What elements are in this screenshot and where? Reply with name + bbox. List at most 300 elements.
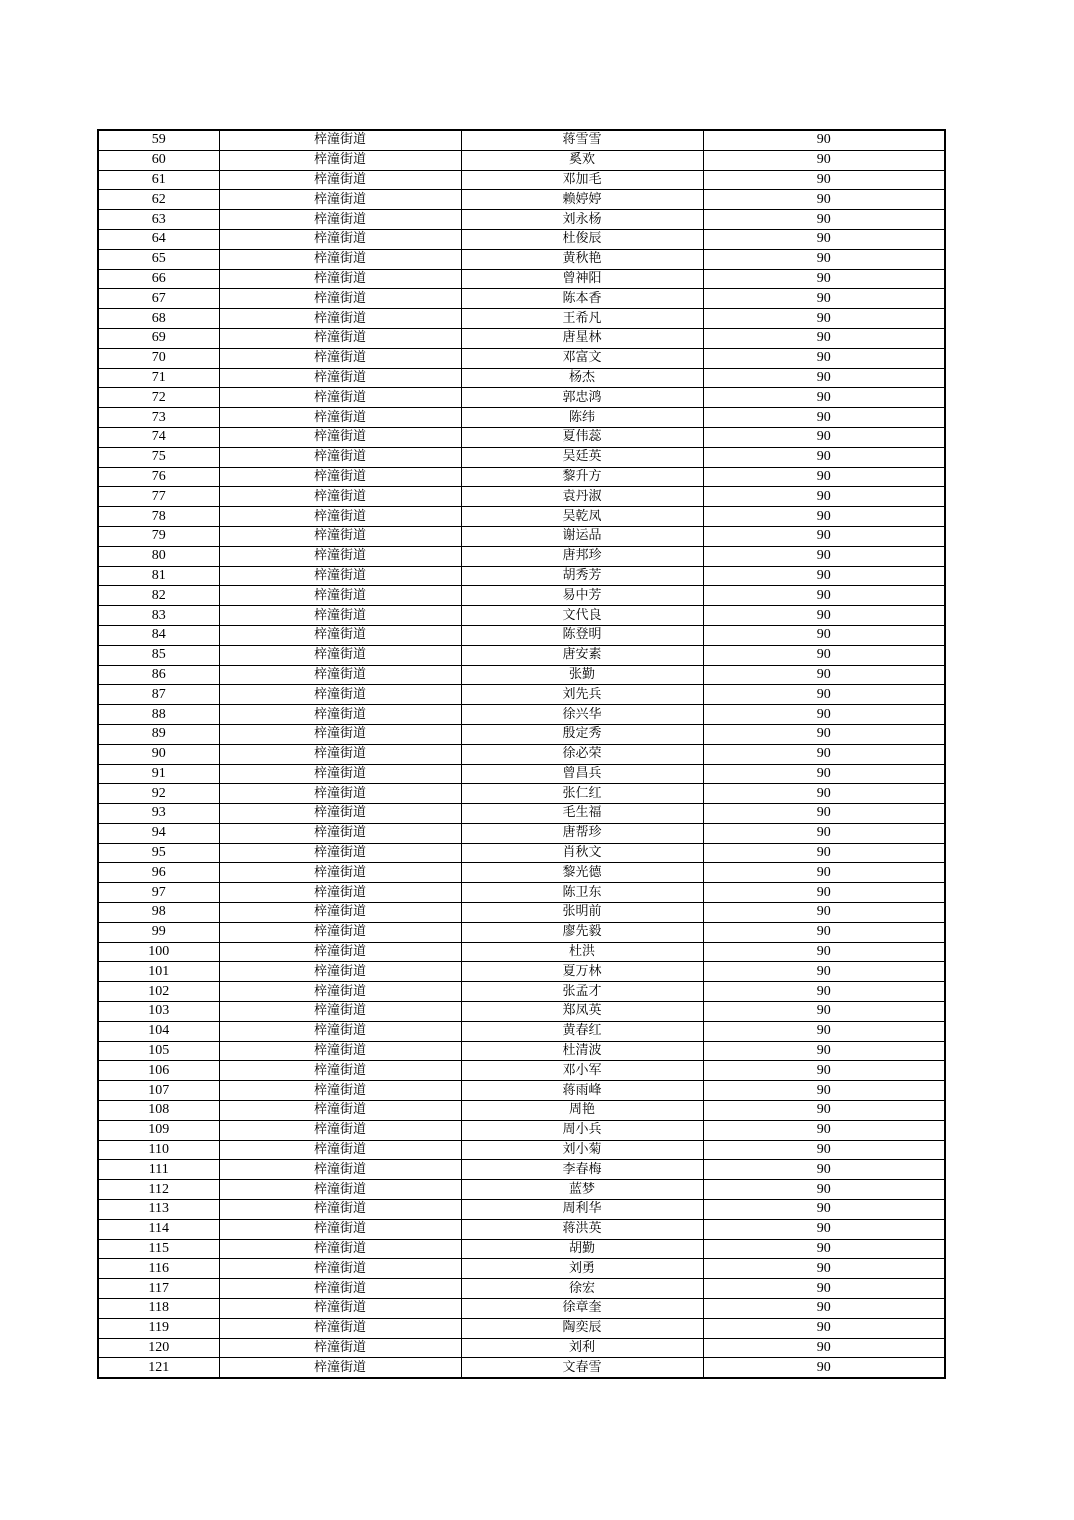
person-name-cell: 蒋雪雪 xyxy=(461,130,703,150)
score-cell: 90 xyxy=(703,705,945,725)
row-number-cell: 63 xyxy=(98,210,219,230)
score-cell: 90 xyxy=(703,764,945,784)
district-cell: 梓潼街道 xyxy=(219,130,461,150)
district-cell: 梓潼街道 xyxy=(219,724,461,744)
person-name-cell: 杨杰 xyxy=(461,368,703,388)
table-row xyxy=(98,1219,945,1239)
person-name-cell: 刘永杨 xyxy=(461,210,703,230)
table-row xyxy=(98,507,945,527)
table-row xyxy=(98,1041,945,1061)
person-name-cell: 黄秋艳 xyxy=(461,249,703,269)
person-name-cell: 肖秋文 xyxy=(461,843,703,863)
score-cell: 90 xyxy=(703,823,945,843)
person-name-cell: 唐邦珍 xyxy=(461,546,703,566)
district-cell: 梓潼街道 xyxy=(219,467,461,487)
row-number-cell: 69 xyxy=(98,328,219,348)
row-number-cell: 113 xyxy=(98,1200,219,1220)
person-name-cell: 吴廷英 xyxy=(461,447,703,467)
district-cell: 梓潼街道 xyxy=(219,784,461,804)
person-name-cell: 曾神阳 xyxy=(461,269,703,289)
district-cell: 梓潼街道 xyxy=(219,408,461,428)
district-cell: 梓潼街道 xyxy=(219,705,461,725)
score-cell: 90 xyxy=(703,210,945,230)
person-name-cell: 周艳 xyxy=(461,1101,703,1121)
table-row xyxy=(98,309,945,329)
table-row xyxy=(98,625,945,645)
score-cell: 90 xyxy=(703,942,945,962)
table-row xyxy=(98,1021,945,1041)
district-cell: 梓潼街道 xyxy=(219,507,461,527)
row-number-cell: 109 xyxy=(98,1120,219,1140)
district-cell: 梓潼街道 xyxy=(219,645,461,665)
person-name-cell: 陈本香 xyxy=(461,289,703,309)
row-number-cell: 98 xyxy=(98,903,219,923)
district-cell: 梓潼街道 xyxy=(219,1358,461,1378)
person-name-cell: 徐兴华 xyxy=(461,705,703,725)
district-cell: 梓潼街道 xyxy=(219,229,461,249)
district-cell: 梓潼街道 xyxy=(219,249,461,269)
row-number-cell: 121 xyxy=(98,1358,219,1378)
person-name-cell: 廖先毅 xyxy=(461,922,703,942)
score-cell: 90 xyxy=(703,1101,945,1121)
score-cell: 90 xyxy=(703,625,945,645)
district-cell: 梓潼街道 xyxy=(219,804,461,824)
person-name-cell: 陶奕辰 xyxy=(461,1318,703,1338)
score-cell: 90 xyxy=(703,170,945,190)
table-row xyxy=(98,447,945,467)
district-cell: 梓潼街道 xyxy=(219,1081,461,1101)
row-number-cell: 120 xyxy=(98,1338,219,1358)
score-cell: 90 xyxy=(703,1021,945,1041)
score-cell: 90 xyxy=(703,269,945,289)
district-cell: 梓潼街道 xyxy=(219,526,461,546)
district-cell: 梓潼街道 xyxy=(219,922,461,942)
table-row xyxy=(98,1299,945,1319)
table-row xyxy=(98,1200,945,1220)
score-cell: 90 xyxy=(703,863,945,883)
table-row xyxy=(98,1101,945,1121)
table-row xyxy=(98,348,945,368)
person-name-cell: 张明前 xyxy=(461,903,703,923)
row-number-cell: 65 xyxy=(98,249,219,269)
row-number-cell: 60 xyxy=(98,150,219,170)
row-number-cell: 93 xyxy=(98,804,219,824)
row-number-cell: 110 xyxy=(98,1140,219,1160)
person-name-cell: 周小兵 xyxy=(461,1120,703,1140)
table-row xyxy=(98,328,945,348)
table-row xyxy=(98,229,945,249)
district-cell: 梓潼街道 xyxy=(219,685,461,705)
district-cell: 梓潼街道 xyxy=(219,1299,461,1319)
score-cell: 90 xyxy=(703,843,945,863)
person-name-cell: 蓝梦 xyxy=(461,1180,703,1200)
table-row xyxy=(98,190,945,210)
district-cell: 梓潼街道 xyxy=(219,170,461,190)
district-cell: 梓潼街道 xyxy=(219,1239,461,1259)
table-row xyxy=(98,645,945,665)
row-number-cell: 61 xyxy=(98,170,219,190)
score-cell: 90 xyxy=(703,903,945,923)
person-name-cell: 唐安素 xyxy=(461,645,703,665)
person-name-cell: 徐章奎 xyxy=(461,1299,703,1319)
score-cell: 90 xyxy=(703,467,945,487)
row-number-cell: 95 xyxy=(98,843,219,863)
table-row xyxy=(98,705,945,725)
table-row xyxy=(98,368,945,388)
row-number-cell: 101 xyxy=(98,962,219,982)
district-cell: 梓潼街道 xyxy=(219,982,461,1002)
district-cell: 梓潼街道 xyxy=(219,1041,461,1061)
score-cell: 90 xyxy=(703,1279,945,1299)
person-name-cell: 刘小菊 xyxy=(461,1140,703,1160)
score-cell: 90 xyxy=(703,1299,945,1319)
score-cell: 90 xyxy=(703,1358,945,1378)
roster-table-body xyxy=(98,130,945,1378)
score-cell: 90 xyxy=(703,1219,945,1239)
district-cell: 梓潼街道 xyxy=(219,1101,461,1121)
score-cell: 90 xyxy=(703,1259,945,1279)
person-name-cell: 张勤 xyxy=(461,665,703,685)
row-number-cell: 82 xyxy=(98,586,219,606)
district-cell: 梓潼街道 xyxy=(219,625,461,645)
person-name-cell: 文春雪 xyxy=(461,1358,703,1378)
person-name-cell: 郭忠鸿 xyxy=(461,388,703,408)
row-number-cell: 62 xyxy=(98,190,219,210)
district-cell: 梓潼街道 xyxy=(219,883,461,903)
person-name-cell: 袁丹淑 xyxy=(461,487,703,507)
score-cell: 90 xyxy=(703,507,945,527)
table-row xyxy=(98,1180,945,1200)
row-number-cell: 111 xyxy=(98,1160,219,1180)
score-cell: 90 xyxy=(703,328,945,348)
score-cell: 90 xyxy=(703,1140,945,1160)
person-name-cell: 黎光德 xyxy=(461,863,703,883)
person-name-cell: 李春梅 xyxy=(461,1160,703,1180)
table-row xyxy=(98,883,945,903)
table-row xyxy=(98,467,945,487)
person-name-cell: 张仁红 xyxy=(461,784,703,804)
score-cell: 90 xyxy=(703,447,945,467)
person-name-cell: 唐星林 xyxy=(461,328,703,348)
person-name-cell: 邓小军 xyxy=(461,1061,703,1081)
row-number-cell: 78 xyxy=(98,507,219,527)
score-cell: 90 xyxy=(703,408,945,428)
row-number-cell: 106 xyxy=(98,1061,219,1081)
district-cell: 梓潼街道 xyxy=(219,1061,461,1081)
person-name-cell: 刘利 xyxy=(461,1338,703,1358)
table-row xyxy=(98,1061,945,1081)
table-row xyxy=(98,210,945,230)
row-number-cell: 83 xyxy=(98,606,219,626)
table-row xyxy=(98,1081,945,1101)
district-cell: 梓潼街道 xyxy=(219,546,461,566)
row-number-cell: 74 xyxy=(98,427,219,447)
score-cell: 90 xyxy=(703,546,945,566)
person-name-cell: 刘先兵 xyxy=(461,685,703,705)
score-cell: 90 xyxy=(703,586,945,606)
person-name-cell: 吴乾凤 xyxy=(461,507,703,527)
district-cell: 梓潼街道 xyxy=(219,1021,461,1041)
row-number-cell: 76 xyxy=(98,467,219,487)
score-cell: 90 xyxy=(703,249,945,269)
score-cell: 90 xyxy=(703,190,945,210)
row-number-cell: 85 xyxy=(98,645,219,665)
table-row xyxy=(98,903,945,923)
table-row xyxy=(98,408,945,428)
district-cell: 梓潼街道 xyxy=(219,1002,461,1022)
table-row xyxy=(98,1338,945,1358)
score-cell: 90 xyxy=(703,606,945,626)
district-cell: 梓潼街道 xyxy=(219,269,461,289)
row-number-cell: 66 xyxy=(98,269,219,289)
row-number-cell: 104 xyxy=(98,1021,219,1041)
score-cell: 90 xyxy=(703,685,945,705)
table-row xyxy=(98,764,945,784)
table-row xyxy=(98,427,945,447)
score-cell: 90 xyxy=(703,1180,945,1200)
row-number-cell: 102 xyxy=(98,982,219,1002)
score-cell: 90 xyxy=(703,526,945,546)
score-cell: 90 xyxy=(703,1338,945,1358)
district-cell: 梓潼街道 xyxy=(219,764,461,784)
district-cell: 梓潼街道 xyxy=(219,1160,461,1180)
row-number-cell: 94 xyxy=(98,823,219,843)
row-number-cell: 86 xyxy=(98,665,219,685)
district-cell: 梓潼街道 xyxy=(219,1318,461,1338)
table-row xyxy=(98,586,945,606)
row-number-cell: 73 xyxy=(98,408,219,428)
score-cell: 90 xyxy=(703,962,945,982)
table-row xyxy=(98,724,945,744)
score-cell: 90 xyxy=(703,1081,945,1101)
person-name-cell: 谢运品 xyxy=(461,526,703,546)
district-cell: 梓潼街道 xyxy=(219,487,461,507)
row-number-cell: 80 xyxy=(98,546,219,566)
person-name-cell: 邓富文 xyxy=(461,348,703,368)
table-row xyxy=(98,170,945,190)
row-number-cell: 112 xyxy=(98,1180,219,1200)
row-number-cell: 119 xyxy=(98,1318,219,1338)
person-name-cell: 胡秀芳 xyxy=(461,566,703,586)
row-number-cell: 99 xyxy=(98,922,219,942)
district-cell: 梓潼街道 xyxy=(219,368,461,388)
table-row xyxy=(98,1160,945,1180)
district-cell: 梓潼街道 xyxy=(219,1219,461,1239)
row-number-cell: 89 xyxy=(98,724,219,744)
row-number-cell: 70 xyxy=(98,348,219,368)
score-cell: 90 xyxy=(703,744,945,764)
table-row xyxy=(98,1002,945,1022)
district-cell: 梓潼街道 xyxy=(219,1338,461,1358)
row-number-cell: 90 xyxy=(98,744,219,764)
person-name-cell: 文代良 xyxy=(461,606,703,626)
person-name-cell: 赖婷婷 xyxy=(461,190,703,210)
person-name-cell: 曾昌兵 xyxy=(461,764,703,784)
score-cell: 90 xyxy=(703,150,945,170)
score-cell: 90 xyxy=(703,348,945,368)
table-row xyxy=(98,843,945,863)
roster-table xyxy=(97,129,946,1379)
score-cell: 90 xyxy=(703,883,945,903)
district-cell: 梓潼街道 xyxy=(219,150,461,170)
person-name-cell: 陈纬 xyxy=(461,408,703,428)
row-number-cell: 114 xyxy=(98,1219,219,1239)
district-cell: 梓潼街道 xyxy=(219,1140,461,1160)
person-name-cell: 陈卫东 xyxy=(461,883,703,903)
table-row xyxy=(98,249,945,269)
row-number-cell: 87 xyxy=(98,685,219,705)
score-cell: 90 xyxy=(703,289,945,309)
table-row xyxy=(98,685,945,705)
table-row xyxy=(98,1239,945,1259)
score-cell: 90 xyxy=(703,1120,945,1140)
table-row xyxy=(98,150,945,170)
person-name-cell: 杜俊辰 xyxy=(461,229,703,249)
table-row xyxy=(98,1358,945,1378)
person-name-cell: 徐宏 xyxy=(461,1279,703,1299)
district-cell: 梓潼街道 xyxy=(219,289,461,309)
score-cell: 90 xyxy=(703,1002,945,1022)
district-cell: 梓潼街道 xyxy=(219,665,461,685)
person-name-cell: 杜洪 xyxy=(461,942,703,962)
row-number-cell: 117 xyxy=(98,1279,219,1299)
table-row xyxy=(98,823,945,843)
district-cell: 梓潼街道 xyxy=(219,348,461,368)
table-row xyxy=(98,269,945,289)
person-name-cell: 徐必荣 xyxy=(461,744,703,764)
row-number-cell: 100 xyxy=(98,942,219,962)
score-cell: 90 xyxy=(703,1061,945,1081)
table-row xyxy=(98,784,945,804)
score-cell: 90 xyxy=(703,427,945,447)
table-row xyxy=(98,526,945,546)
table-row xyxy=(98,546,945,566)
table-row xyxy=(98,962,945,982)
district-cell: 梓潼街道 xyxy=(219,863,461,883)
score-cell: 90 xyxy=(703,1318,945,1338)
person-name-cell: 张孟才 xyxy=(461,982,703,1002)
person-name-cell: 黎升方 xyxy=(461,467,703,487)
score-cell: 90 xyxy=(703,487,945,507)
row-number-cell: 84 xyxy=(98,625,219,645)
table-row xyxy=(98,1259,945,1279)
table-row xyxy=(98,606,945,626)
table-row xyxy=(98,922,945,942)
district-cell: 梓潼街道 xyxy=(219,388,461,408)
person-name-cell: 殷定秀 xyxy=(461,724,703,744)
row-number-cell: 91 xyxy=(98,764,219,784)
table-row xyxy=(98,1318,945,1338)
district-cell: 梓潼街道 xyxy=(219,1200,461,1220)
district-cell: 梓潼街道 xyxy=(219,210,461,230)
score-cell: 90 xyxy=(703,368,945,388)
row-number-cell: 79 xyxy=(98,526,219,546)
row-number-cell: 75 xyxy=(98,447,219,467)
row-number-cell: 67 xyxy=(98,289,219,309)
row-number-cell: 92 xyxy=(98,784,219,804)
score-cell: 90 xyxy=(703,645,945,665)
district-cell: 梓潼街道 xyxy=(219,903,461,923)
district-cell: 梓潼街道 xyxy=(219,823,461,843)
row-number-cell: 105 xyxy=(98,1041,219,1061)
row-number-cell: 103 xyxy=(98,1002,219,1022)
score-cell: 90 xyxy=(703,229,945,249)
district-cell: 梓潼街道 xyxy=(219,1259,461,1279)
row-number-cell: 96 xyxy=(98,863,219,883)
row-number-cell: 68 xyxy=(98,309,219,329)
district-cell: 梓潼街道 xyxy=(219,586,461,606)
person-name-cell: 周利华 xyxy=(461,1200,703,1220)
district-cell: 梓潼街道 xyxy=(219,962,461,982)
score-cell: 90 xyxy=(703,1160,945,1180)
person-name-cell: 邓加毛 xyxy=(461,170,703,190)
district-cell: 梓潼街道 xyxy=(219,427,461,447)
score-cell: 90 xyxy=(703,388,945,408)
table-row xyxy=(98,566,945,586)
row-number-cell: 64 xyxy=(98,229,219,249)
person-name-cell: 唐帮珍 xyxy=(461,823,703,843)
table-row xyxy=(98,1140,945,1160)
table-row xyxy=(98,863,945,883)
table-row xyxy=(98,744,945,764)
table-row xyxy=(98,289,945,309)
score-cell: 90 xyxy=(703,1200,945,1220)
row-number-cell: 88 xyxy=(98,705,219,725)
row-number-cell: 97 xyxy=(98,883,219,903)
row-number-cell: 115 xyxy=(98,1239,219,1259)
row-number-cell: 116 xyxy=(98,1259,219,1279)
person-name-cell: 夏万林 xyxy=(461,962,703,982)
table-row xyxy=(98,388,945,408)
score-cell: 90 xyxy=(703,1239,945,1259)
district-cell: 梓潼街道 xyxy=(219,606,461,626)
score-cell: 90 xyxy=(703,982,945,1002)
row-number-cell: 59 xyxy=(98,130,219,150)
district-cell: 梓潼街道 xyxy=(219,190,461,210)
person-name-cell: 毛生福 xyxy=(461,804,703,824)
district-cell: 梓潼街道 xyxy=(219,447,461,467)
person-name-cell: 刘勇 xyxy=(461,1259,703,1279)
table-row xyxy=(98,942,945,962)
score-cell: 90 xyxy=(703,1041,945,1061)
table-row xyxy=(98,982,945,1002)
district-cell: 梓潼街道 xyxy=(219,1279,461,1299)
row-number-cell: 77 xyxy=(98,487,219,507)
person-name-cell: 黄春红 xyxy=(461,1021,703,1041)
row-number-cell: 71 xyxy=(98,368,219,388)
table-row xyxy=(98,1120,945,1140)
row-number-cell: 72 xyxy=(98,388,219,408)
person-name-cell: 蒋洪英 xyxy=(461,1219,703,1239)
score-cell: 90 xyxy=(703,784,945,804)
person-name-cell: 郑凤英 xyxy=(461,1002,703,1022)
score-cell: 90 xyxy=(703,804,945,824)
table-row xyxy=(98,130,945,150)
district-cell: 梓潼街道 xyxy=(219,309,461,329)
row-number-cell: 118 xyxy=(98,1299,219,1319)
district-cell: 梓潼街道 xyxy=(219,942,461,962)
table-row xyxy=(98,487,945,507)
table-row xyxy=(98,665,945,685)
district-cell: 梓潼街道 xyxy=(219,744,461,764)
person-name-cell: 奚欢 xyxy=(461,150,703,170)
score-cell: 90 xyxy=(703,566,945,586)
table-row xyxy=(98,804,945,824)
person-name-cell: 陈登明 xyxy=(461,625,703,645)
district-cell: 梓潼街道 xyxy=(219,843,461,863)
person-name-cell: 夏伟蕊 xyxy=(461,427,703,447)
person-name-cell: 蒋雨峰 xyxy=(461,1081,703,1101)
